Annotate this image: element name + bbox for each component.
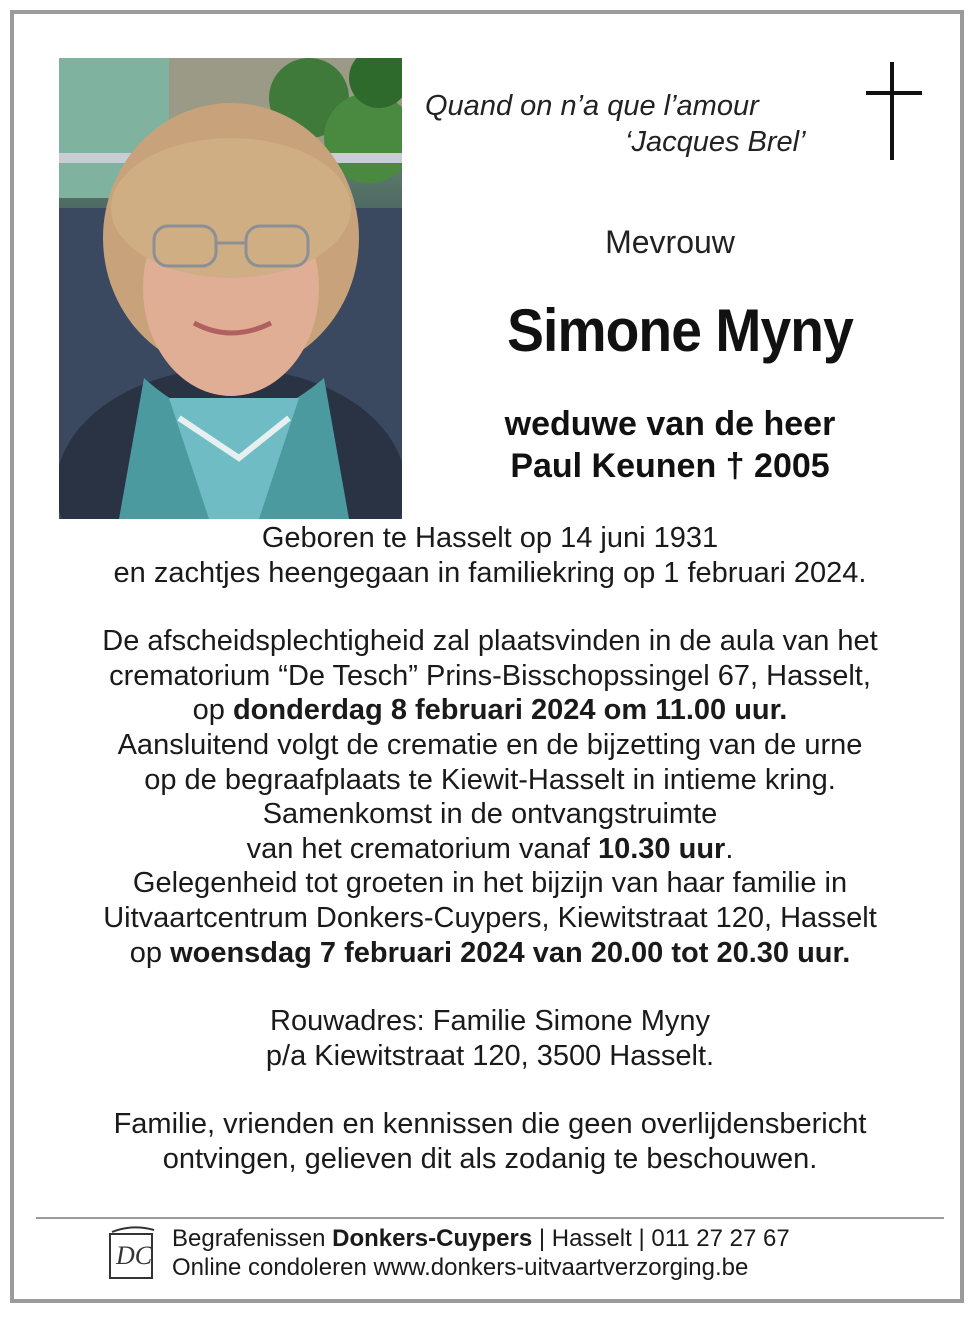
footer bbox=[172, 1224, 932, 1282]
ceremony-date: donderdag 8 februari 2024 om 11.00 uur. bbox=[232, 694, 788, 727]
spouse-line: weduwe van de heer bbox=[504, 405, 836, 443]
ceremony-location: crematorium “De Tesch” Prins-Bisschopssingel 67, Hasselt, bbox=[109, 659, 871, 692]
ceremony-prefix: op bbox=[192, 694, 225, 727]
mourning-address: Rouwadres: Familie Simone Myny bbox=[270, 1005, 710, 1038]
gathering-suffix: . bbox=[725, 832, 734, 865]
cross-icon bbox=[862, 62, 924, 160]
portrait-photo bbox=[59, 58, 402, 519]
announcement-body bbox=[40, 521, 940, 1177]
footer-company-line bbox=[172, 1224, 932, 1253]
logo-letters: DC bbox=[116, 1241, 153, 1270]
ceremony-line: De afscheidsplechtigheid zal plaatsvinden in de aula van het bbox=[102, 625, 878, 658]
visitation-prefix: op bbox=[129, 936, 162, 969]
visitation-line: Gelegenheid tot groeten in het bijzijn van haar familie in bbox=[132, 867, 848, 900]
gathering-time-line bbox=[40, 832, 940, 867]
spouse-info bbox=[460, 403, 880, 487]
footer-prefix: Begrafenissen bbox=[172, 1225, 326, 1252]
visitation-date-line bbox=[40, 936, 940, 971]
honorific: Mevrouw bbox=[605, 224, 735, 260]
gathering-line: Samenkomst in de ontvangstruimte bbox=[262, 798, 718, 831]
quote-line: Quand on n’a que l’amour bbox=[425, 90, 759, 122]
footer-divider bbox=[36, 1217, 944, 1219]
footer-online: Online condoleren www.donkers-uitvaartverzorging.be bbox=[172, 1254, 749, 1281]
visitation-location: Uitvaartcentrum Donkers-Cuypers, Kiewitstraat 120, Hasselt bbox=[103, 901, 877, 934]
gathering-time: 10.30 uur bbox=[597, 832, 726, 865]
footer-phone: 011 27 27 67 bbox=[651, 1225, 790, 1252]
birth-line: Geboren te Hasselt op 14 juni 1931 bbox=[261, 522, 719, 554]
footer-city: | Hasselt | bbox=[538, 1225, 645, 1252]
notice-line-2: ontvingen, gelieven dit als zodanig te beschouwen. bbox=[162, 1142, 818, 1175]
funeral-home-logo bbox=[108, 1226, 156, 1280]
ceremony-date-line bbox=[40, 693, 940, 728]
deceased-name: Simone Myny bbox=[507, 297, 853, 364]
gathering-prefix: van het crematorium vanaf bbox=[246, 832, 590, 865]
spouse-name: Paul Keunen † 2005 bbox=[510, 447, 830, 485]
cremation-location: op de begraafplaats te Kiewit-Hasselt in intieme kring. bbox=[144, 763, 836, 796]
quote-author: ‘Jacques Brel’ bbox=[625, 126, 806, 158]
visitation-date: woensdag 7 februari 2024 van 20.00 tot 20.30 uur. bbox=[170, 936, 851, 969]
notice-line: Familie, vrienden en kennissen die geen overlijdensbericht bbox=[113, 1108, 867, 1141]
epigraph-quote bbox=[420, 88, 840, 160]
passing-line: en zachtjes heengegaan in familiekring op 1 februari 2024. bbox=[113, 556, 867, 589]
footer-company: Donkers-Cuypers bbox=[332, 1225, 533, 1252]
cremation-line: Aansluitend volgt de crematie en de bijzetting van de urne bbox=[117, 728, 863, 761]
mourning-address-street: p/a Kiewitstraat 120, 3500 Hasselt. bbox=[265, 1039, 715, 1072]
